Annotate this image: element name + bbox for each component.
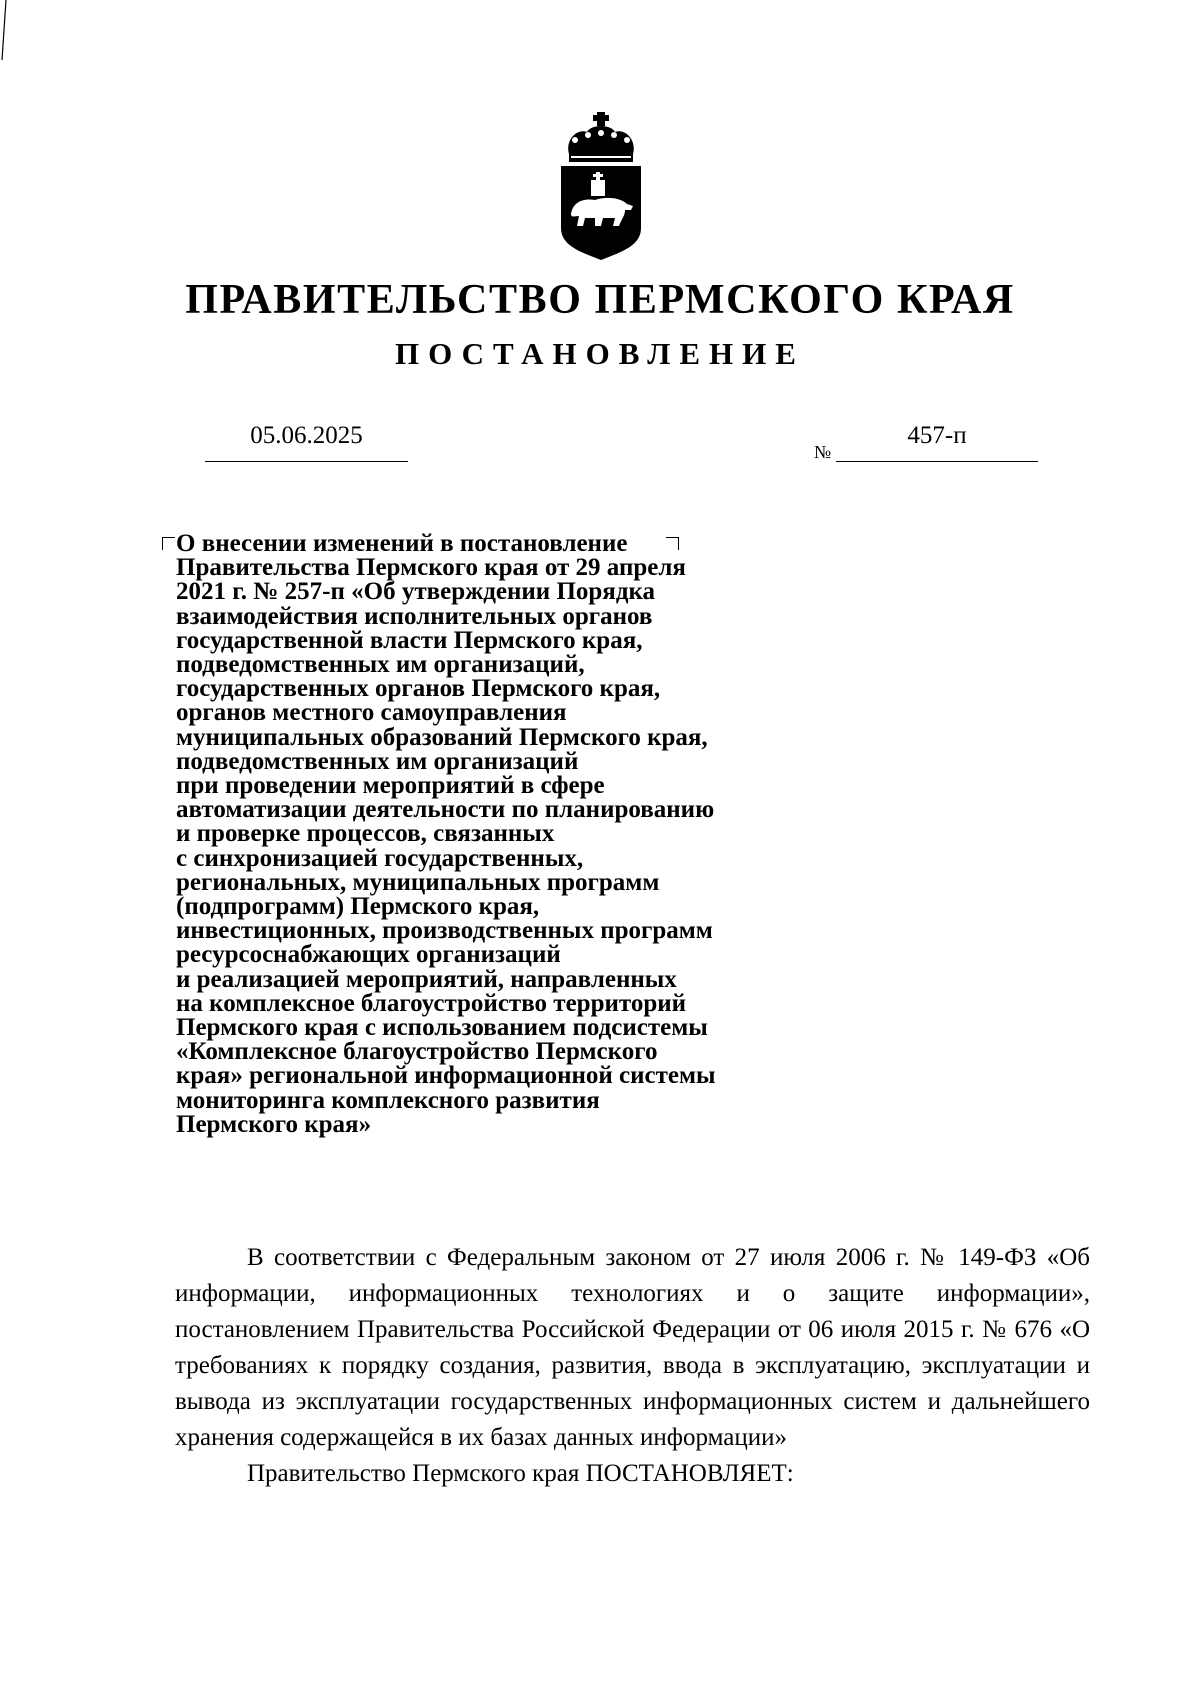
subject-line: 2021 г. № 257-п «Об утверждении Порядка — [176, 578, 655, 606]
subject-line: на комплексное благоустройство территорий — [176, 989, 687, 1017]
subject-line: муниципальных образований Пермского края, — [176, 723, 708, 751]
subject-line: Правительства Пермского края от 29 апреля — [176, 554, 686, 582]
subject-line: О внесении изменений в постановление — [176, 530, 628, 557]
number-underline — [836, 461, 1038, 462]
scan-edge-mark — [0, 0, 8, 60]
subject-line: при проведении мероприятий в сфере — [176, 772, 605, 800]
subject-line: Пермского края» — [176, 1110, 372, 1138]
document-subject — [176, 532, 816, 1137]
decree-statement: Правительство Пермского края ПОСТАНОВЛЯЕТ: — [247, 1460, 794, 1487]
document-body — [175, 1240, 1090, 1492]
subject-line: и реализацией мероприятий, направленных — [176, 965, 677, 993]
document-type: ПОСТАНОВЛЕНИЕ — [395, 336, 805, 371]
subject-line: с синхронизацией государственных, — [176, 844, 584, 872]
subject-line: государственной власти Пермского края, — [176, 626, 643, 654]
subject-line: (подпрограмм) Пермского края, — [176, 893, 540, 921]
subject-corner-bracket-left — [162, 537, 175, 550]
document-date: 05.06.2025 — [250, 422, 363, 449]
document-number: 457-п — [907, 422, 967, 449]
subject-line: автоматизации деятельности по планированию — [176, 796, 715, 824]
subject-line: ресурсоснабжающих организаций — [176, 941, 561, 969]
subject-line: мониторинга комплексного развития — [176, 1086, 600, 1114]
government-title: ПРАВИТЕЛЬСТВО ПЕРМСКОГО КРАЯ — [185, 277, 1015, 323]
subject-line: органов местного самоуправления — [176, 699, 567, 727]
subject-line: подведомственных им организаций, — [176, 651, 585, 679]
subject-line: инвестиционных, производственных программ — [176, 917, 713, 945]
number-sign: № — [814, 442, 832, 462]
subject-line: и проверке процессов, связанных — [176, 820, 555, 848]
subject-line: Пермского края с использованием подсистемы — [176, 1014, 708, 1042]
perm-krai-coat-of-arms-icon — [555, 110, 647, 260]
subject-line: «Комплексное благоустройство Пермского — [176, 1038, 658, 1066]
preamble-paragraph: В соответствии с Федеральным законом от 27 июля 2006 г. № 149-ФЗ «Об информации, информационных технологиях и о защите информации», постановлением Правительства Российской Федерации от 06 июля 2015 г. № 676 «О требованиях к порядку создания, развития, ввода в эксплуатацию, эксплуатации и вывода из эксплуатации государственных информационных систем и дальнейшего хранения содержащейся в их базах данных информации» — [175, 1244, 1090, 1451]
subject-line: государственных органов Пермского края, — [176, 675, 661, 703]
subject-line: подведомственных им организаций — [176, 747, 579, 775]
subject-line: взаимодействия исполнительных органов — [176, 602, 653, 630]
subject-line: края» региональной информационной системы — [176, 1062, 716, 1090]
subject-line: региональных, муниципальных программ — [176, 868, 660, 896]
date-underline — [205, 461, 408, 462]
